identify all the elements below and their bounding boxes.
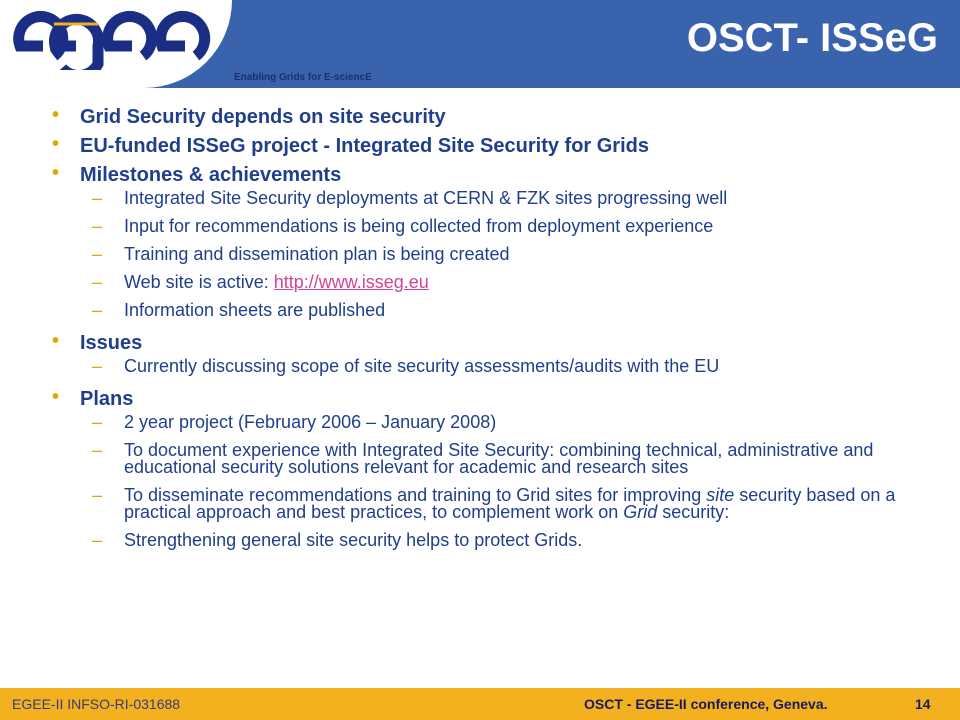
sub-item [80, 190, 924, 207]
bullet-text: Issues [80, 332, 143, 354]
sub-text-end: security: [657, 502, 730, 522]
sub-item [80, 246, 924, 263]
sub-item [80, 274, 924, 291]
slide-title: OSCT- ISSeG [686, 16, 938, 60]
bullet-item [44, 386, 924, 549]
sub-item [80, 442, 924, 476]
page-number: 14 [915, 696, 931, 712]
sub-text: Information sheets are published [124, 300, 386, 320]
bullet-text: Plans [80, 388, 134, 410]
slide-content [44, 104, 924, 560]
website-link[interactable]: http://www.isseg.eu [273, 272, 429, 292]
emphasis-site: site [706, 485, 735, 505]
bullet-list [44, 104, 924, 549]
sub-text: Input for recommendations is being collected from deployment experience [124, 216, 714, 236]
sub-item [80, 414, 924, 431]
logo-area [0, 0, 232, 88]
bullet-item [44, 133, 924, 159]
sub-text: To disseminate recommendations and training to Grid sites for improving [124, 485, 707, 505]
dash-icon: – [92, 412, 103, 432]
sub-text: Integrated Site Security deployments at CERN & FZK sites progressing well [124, 188, 728, 208]
bullet-text: Grid Security depends on site security [80, 106, 446, 128]
slide-footer [0, 688, 960, 720]
dash-icon: – [92, 272, 103, 292]
footer-event: OSCT - EGEE-II conference, Geneva. [584, 696, 828, 712]
sub-list [80, 414, 924, 549]
bullet-text: Milestones & achievements [80, 164, 342, 186]
egee-logo [10, 6, 220, 70]
sub-item [80, 358, 924, 375]
bullet-icon: • [52, 330, 60, 352]
sub-text: To document experience with Integrated Site Security: combining technical, administrative and educational security solutions relevant for academic and research sites [124, 440, 874, 477]
sub-item [80, 487, 924, 521]
sub-item [80, 532, 924, 549]
bullet-icon: • [52, 133, 60, 155]
slide-header [0, 0, 960, 88]
bullet-item [44, 162, 924, 319]
dash-icon: – [92, 440, 103, 460]
sub-text: Strengthening general site security helps to protect Grids. [124, 530, 583, 550]
dash-icon: – [92, 356, 103, 376]
dash-icon: – [92, 530, 103, 550]
bullet-icon: • [52, 386, 60, 408]
emphasis-grid: Grid [623, 502, 658, 522]
sub-list [80, 358, 924, 375]
dash-icon: – [92, 300, 103, 320]
sub-item [80, 302, 924, 319]
sub-text: Web site is active: [124, 272, 274, 292]
bullet-item [44, 104, 924, 130]
sub-item [80, 218, 924, 235]
sub-text: 2 year project (February 2006 – January 2008) [124, 412, 497, 432]
tagline: Enabling Grids for E-sciencE [234, 72, 372, 83]
bullet-icon: • [52, 162, 60, 184]
bullet-text: EU-funded ISSeG project - Integrated Site Security for Grids [80, 135, 649, 157]
footer-project-id: EGEE-II INFSO-RI-031688 [12, 696, 181, 712]
dash-icon: – [92, 485, 103, 505]
bullet-item [44, 330, 924, 375]
sub-text: Currently discussing scope of site security assessments/audits with the EU [124, 356, 720, 376]
dash-icon: – [92, 216, 103, 236]
sub-text-cont: security based on a practical approach and best practices, to complement work on [124, 485, 896, 522]
sub-text: Training and dissemination plan is being created [124, 244, 510, 264]
sub-list [80, 190, 924, 319]
dash-icon: – [92, 188, 103, 208]
bullet-icon: • [52, 104, 60, 126]
dash-icon: – [92, 244, 103, 264]
